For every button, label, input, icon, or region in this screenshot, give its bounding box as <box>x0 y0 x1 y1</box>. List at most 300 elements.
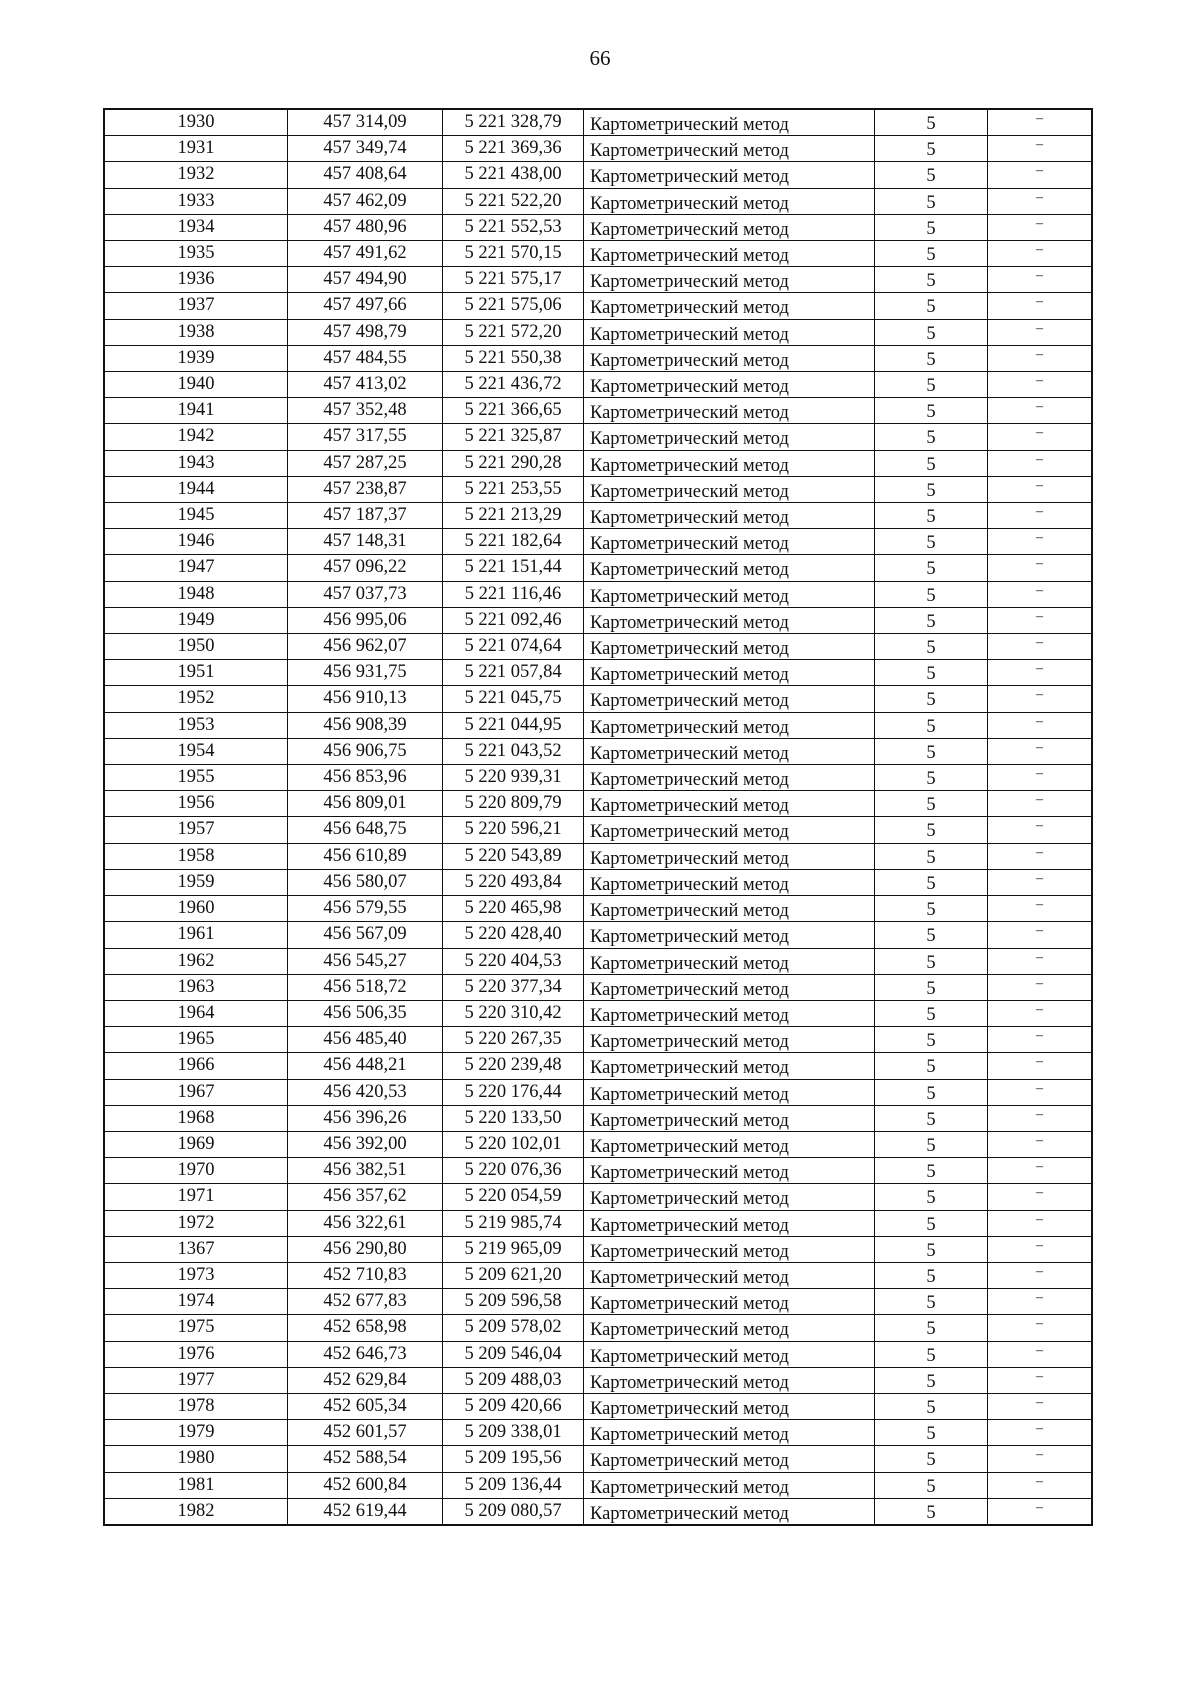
point-number-cell: 1948 <box>104 581 288 607</box>
note-cell <box>988 1420 1093 1446</box>
y-coordinate-cell: 5 220 133,50 <box>443 1105 584 1131</box>
accuracy-text: 5 <box>926 480 936 501</box>
accuracy-cell <box>875 345 988 371</box>
point-number-cell: 1973 <box>104 1262 288 1288</box>
note-text: – <box>1036 897 1043 913</box>
y-coordinate-cell: 5 220 809,79 <box>443 791 584 817</box>
y-coordinate-cell: 5 220 176,44 <box>443 1079 584 1105</box>
x-coordinate-cell: 456 392,00 <box>288 1131 443 1157</box>
note-text: – <box>1036 242 1043 258</box>
point-number-cell: 1949 <box>104 607 288 633</box>
table-row <box>104 136 1092 162</box>
x-coordinate-cell: 457 238,87 <box>288 476 443 502</box>
table-row <box>104 581 1092 607</box>
method-cell <box>584 1341 875 1367</box>
table-row <box>104 607 1092 633</box>
accuracy-cell <box>875 738 988 764</box>
method-text: Картометрический метод <box>590 481 789 502</box>
note-text: – <box>1036 661 1043 677</box>
y-coordinate-cell: 5 221 572,20 <box>443 319 584 345</box>
note-text: – <box>1036 1290 1043 1306</box>
method-cell <box>584 109 875 136</box>
point-number-cell: 1974 <box>104 1289 288 1315</box>
accuracy-cell <box>875 1210 988 1236</box>
accuracy-text: 5 <box>926 1083 936 1104</box>
table-row <box>104 1053 1092 1079</box>
accuracy-text: 5 <box>926 1214 936 1235</box>
method-text: Картометрический метод <box>590 1215 789 1236</box>
accuracy-cell <box>875 503 988 529</box>
y-coordinate-cell: 5 220 054,59 <box>443 1184 584 1210</box>
note-text: – <box>1036 792 1043 808</box>
point-number-cell: 1963 <box>104 974 288 1000</box>
point-number-cell: 1934 <box>104 214 288 240</box>
y-coordinate-cell: 5 220 404,53 <box>443 948 584 974</box>
point-number-cell: 1976 <box>104 1341 288 1367</box>
method-cell <box>584 267 875 293</box>
note-cell <box>988 1053 1093 1079</box>
accuracy-cell <box>875 293 988 319</box>
method-cell <box>584 188 875 214</box>
table-row <box>104 1498 1092 1525</box>
table-row <box>104 1000 1092 1026</box>
method-cell <box>584 1289 875 1315</box>
note-cell <box>988 738 1093 764</box>
x-coordinate-cell: 457 413,02 <box>288 372 443 398</box>
accuracy-text: 5 <box>926 559 936 580</box>
note-text: – <box>1036 1106 1043 1122</box>
method-cell <box>584 896 875 922</box>
x-coordinate-cell: 456 506,35 <box>288 1000 443 1026</box>
x-coordinate-cell: 452 588,54 <box>288 1446 443 1472</box>
accuracy-text: 5 <box>926 585 936 606</box>
method-cell <box>584 1315 875 1341</box>
table-row <box>104 398 1092 424</box>
x-coordinate-cell: 456 357,62 <box>288 1184 443 1210</box>
y-coordinate-cell: 5 209 080,57 <box>443 1498 584 1525</box>
point-number-cell: 1950 <box>104 634 288 660</box>
x-coordinate-cell: 452 658,98 <box>288 1315 443 1341</box>
method-cell <box>584 1000 875 1026</box>
y-coordinate-cell: 5 220 377,34 <box>443 974 584 1000</box>
accuracy-cell <box>875 1158 988 1184</box>
table-row <box>104 476 1092 502</box>
method-cell <box>584 1393 875 1419</box>
y-coordinate-cell: 5 209 136,44 <box>443 1472 584 1498</box>
table-row <box>104 974 1092 1000</box>
x-coordinate-cell: 457 408,64 <box>288 162 443 188</box>
y-coordinate-cell: 5 220 239,48 <box>443 1053 584 1079</box>
accuracy-cell <box>875 1393 988 1419</box>
note-cell <box>988 1105 1093 1131</box>
x-coordinate-cell: 456 648,75 <box>288 817 443 843</box>
point-number-cell: 1954 <box>104 738 288 764</box>
table-row <box>104 555 1092 581</box>
table-row <box>104 1446 1092 1472</box>
method-text: Картометрический метод <box>590 1451 789 1472</box>
accuracy-cell <box>875 319 988 345</box>
y-coordinate-cell: 5 209 578,02 <box>443 1315 584 1341</box>
note-cell <box>988 974 1093 1000</box>
accuracy-text: 5 <box>926 114 936 134</box>
note-cell <box>988 1472 1093 1498</box>
method-text: Картометрический метод <box>590 1320 789 1341</box>
y-coordinate-cell: 5 220 596,21 <box>443 817 584 843</box>
note-cell <box>988 372 1093 398</box>
x-coordinate-cell: 456 579,55 <box>288 896 443 922</box>
y-coordinate-cell: 5 221 328,79 <box>443 109 584 136</box>
method-text: Картометрический метод <box>590 1084 789 1105</box>
accuracy-cell <box>875 1184 988 1210</box>
note-text: – <box>1036 477 1043 493</box>
accuracy-text: 5 <box>926 1057 936 1078</box>
method-cell <box>584 555 875 581</box>
x-coordinate-cell: 456 610,89 <box>288 843 443 869</box>
method-cell <box>584 398 875 424</box>
method-text: Картометрический метод <box>590 901 789 922</box>
x-coordinate-cell: 457 484,55 <box>288 345 443 371</box>
y-coordinate-cell: 5 221 325,87 <box>443 424 584 450</box>
accuracy-text: 5 <box>926 1424 936 1445</box>
note-text: – <box>1036 1473 1043 1489</box>
accuracy-cell <box>875 1420 988 1446</box>
y-coordinate-cell: 5 220 543,89 <box>443 843 584 869</box>
note-text: – <box>1036 163 1043 179</box>
y-coordinate-cell: 5 221 436,72 <box>443 372 584 398</box>
accuracy-cell <box>875 712 988 738</box>
accuracy-text: 5 <box>926 611 936 632</box>
table-row <box>104 529 1092 555</box>
accuracy-text: 5 <box>926 1240 936 1261</box>
note-text: – <box>1036 189 1043 205</box>
x-coordinate-cell: 456 567,09 <box>288 922 443 948</box>
method-text: Картометрический метод <box>590 1294 789 1315</box>
accuracy-text: 5 <box>926 1502 936 1523</box>
method-text: Картометрический метод <box>590 246 789 267</box>
note-cell <box>988 188 1093 214</box>
point-number-cell: 1956 <box>104 791 288 817</box>
y-coordinate-cell: 5 221 151,44 <box>443 555 584 581</box>
method-cell <box>584 1158 875 1184</box>
point-number-cell: 1970 <box>104 1158 288 1184</box>
note-text: – <box>1036 1054 1043 1070</box>
method-text: Картометрический метод <box>590 1189 789 1210</box>
table-row <box>104 1027 1092 1053</box>
method-cell <box>584 1236 875 1262</box>
note-cell <box>988 503 1093 529</box>
accuracy-cell <box>875 843 988 869</box>
x-coordinate-cell: 456 448,21 <box>288 1053 443 1079</box>
accuracy-cell <box>875 241 988 267</box>
method-cell <box>584 476 875 502</box>
point-number-cell: 1980 <box>104 1446 288 1472</box>
method-text: Картометрический метод <box>590 508 789 529</box>
note-text: – <box>1036 268 1043 284</box>
accuracy-text: 5 <box>926 664 936 685</box>
x-coordinate-cell: 457 148,31 <box>288 529 443 555</box>
note-cell <box>988 1367 1093 1393</box>
x-coordinate-cell: 457 480,96 <box>288 214 443 240</box>
method-cell <box>584 660 875 686</box>
accuracy-text: 5 <box>926 297 936 318</box>
method-cell <box>584 1105 875 1131</box>
accuracy-cell <box>875 1289 988 1315</box>
y-coordinate-cell: 5 219 965,09 <box>443 1236 584 1262</box>
y-coordinate-cell: 5 221 290,28 <box>443 450 584 476</box>
x-coordinate-cell: 457 096,22 <box>288 555 443 581</box>
point-number-cell: 1966 <box>104 1053 288 1079</box>
accuracy-cell <box>875 214 988 240</box>
note-cell <box>988 109 1093 136</box>
accuracy-text: 5 <box>926 1109 936 1130</box>
method-text: Картометрический метод <box>590 403 789 424</box>
method-cell <box>584 738 875 764</box>
note-text: – <box>1036 1447 1043 1463</box>
y-coordinate-cell: 5 221 550,38 <box>443 345 584 371</box>
table-row <box>104 1315 1092 1341</box>
x-coordinate-cell: 456 545,27 <box>288 948 443 974</box>
method-text: Картометрический метод <box>590 455 789 476</box>
accuracy-text: 5 <box>926 349 936 370</box>
note-cell <box>988 1184 1093 1210</box>
point-number-cell: 1958 <box>104 843 288 869</box>
y-coordinate-cell: 5 220 267,35 <box>443 1027 584 1053</box>
point-number-cell: 1937 <box>104 293 288 319</box>
method-text: Картометрический метод <box>590 167 789 188</box>
note-cell <box>988 1446 1093 1472</box>
accuracy-cell <box>875 1367 988 1393</box>
y-coordinate-cell: 5 220 493,84 <box>443 869 584 895</box>
x-coordinate-cell: 452 605,34 <box>288 1393 443 1419</box>
method-cell <box>584 948 875 974</box>
method-cell <box>584 634 875 660</box>
accuracy-text: 5 <box>926 769 936 790</box>
x-coordinate-cell: 457 497,66 <box>288 293 443 319</box>
method-cell <box>584 1210 875 1236</box>
note-text: – <box>1036 1421 1043 1437</box>
x-coordinate-cell: 457 352,48 <box>288 398 443 424</box>
note-cell <box>988 843 1093 869</box>
note-cell <box>988 817 1093 843</box>
note-cell <box>988 214 1093 240</box>
accuracy-cell <box>875 267 988 293</box>
accuracy-cell <box>875 555 988 581</box>
method-cell <box>584 974 875 1000</box>
method-text: Картометрический метод <box>590 1346 789 1367</box>
note-cell <box>988 1393 1093 1419</box>
note-cell <box>988 791 1093 817</box>
note-text: – <box>1036 687 1043 703</box>
x-coordinate-cell: 456 396,26 <box>288 1105 443 1131</box>
accuracy-text: 5 <box>926 271 936 292</box>
method-cell <box>584 1498 875 1525</box>
method-cell <box>584 791 875 817</box>
point-number-cell: 1941 <box>104 398 288 424</box>
note-cell <box>988 345 1093 371</box>
y-coordinate-cell: 5 221 116,46 <box>443 581 584 607</box>
note-text: – <box>1036 1185 1043 1201</box>
method-text: Картометрический метод <box>590 298 789 319</box>
accuracy-text: 5 <box>926 1188 936 1209</box>
x-coordinate-cell: 456 853,96 <box>288 765 443 791</box>
method-cell <box>584 503 875 529</box>
table-row <box>104 1236 1092 1262</box>
method-text: Картометрический метод <box>590 796 789 817</box>
method-text: Картометрический метод <box>590 1267 789 1288</box>
method-text: Картометрический метод <box>590 1372 789 1393</box>
accuracy-text: 5 <box>926 454 936 475</box>
x-coordinate-cell: 456 809,01 <box>288 791 443 817</box>
x-coordinate-cell: 457 491,62 <box>288 241 443 267</box>
note-text: – <box>1036 1342 1043 1358</box>
point-number-cell: 1932 <box>104 162 288 188</box>
method-text: Картометрический метод <box>590 1032 789 1053</box>
method-text: Картометрический метод <box>590 717 789 738</box>
y-coordinate-cell: 5 221 570,15 <box>443 241 584 267</box>
point-number-cell: 1979 <box>104 1420 288 1446</box>
table-row <box>104 1158 1092 1184</box>
note-text: – <box>1036 818 1043 834</box>
note-text: – <box>1036 215 1043 231</box>
table-row <box>104 817 1092 843</box>
table-row <box>104 293 1092 319</box>
note-cell <box>988 896 1093 922</box>
point-number-cell: 1935 <box>104 241 288 267</box>
note-text: – <box>1036 870 1043 886</box>
x-coordinate-cell: 452 629,84 <box>288 1367 443 1393</box>
accuracy-text: 5 <box>926 1135 936 1156</box>
note-cell <box>988 1131 1093 1157</box>
table-row <box>104 241 1092 267</box>
method-text: Картометрический метод <box>590 1110 789 1131</box>
note-cell <box>988 1210 1093 1236</box>
method-text: Картометрический метод <box>590 1398 789 1419</box>
note-cell <box>988 634 1093 660</box>
table-row <box>104 1210 1092 1236</box>
accuracy-cell <box>875 162 988 188</box>
point-number-cell: 1968 <box>104 1105 288 1131</box>
note-cell <box>988 1315 1093 1341</box>
method-cell <box>584 607 875 633</box>
table-row <box>104 162 1092 188</box>
method-cell <box>584 1027 875 1053</box>
y-coordinate-cell: 5 209 195,56 <box>443 1446 584 1472</box>
y-coordinate-cell: 5 221 074,64 <box>443 634 584 660</box>
point-number-cell: 1945 <box>104 503 288 529</box>
table-row <box>104 1472 1092 1498</box>
note-cell <box>988 607 1093 633</box>
method-text: Картометрический метод <box>590 874 789 895</box>
note-text: – <box>1036 975 1043 991</box>
x-coordinate-cell: 457 462,09 <box>288 188 443 214</box>
note-text: – <box>1036 373 1043 389</box>
method-text: Картометрический метод <box>590 586 789 607</box>
table-row <box>104 896 1092 922</box>
note-text: – <box>1036 530 1043 546</box>
point-number-cell: 1965 <box>104 1027 288 1053</box>
method-text: Картометрический метод <box>590 193 789 214</box>
table-row <box>104 1079 1092 1105</box>
point-number-cell: 1947 <box>104 555 288 581</box>
table-row <box>104 109 1092 136</box>
accuracy-text: 5 <box>926 847 936 868</box>
y-coordinate-cell: 5 221 213,29 <box>443 503 584 529</box>
method-cell <box>584 1079 875 1105</box>
accuracy-cell <box>875 1341 988 1367</box>
y-coordinate-cell: 5 220 465,98 <box>443 896 584 922</box>
table-row <box>104 1341 1092 1367</box>
table-row <box>104 660 1092 686</box>
x-coordinate-cell: 456 580,07 <box>288 869 443 895</box>
point-number-cell: 1940 <box>104 372 288 398</box>
point-number-cell: 1944 <box>104 476 288 502</box>
note-text: – <box>1036 294 1043 310</box>
accuracy-text: 5 <box>926 1319 936 1340</box>
point-number-cell: 1936 <box>104 267 288 293</box>
method-text: Картометрический метод <box>590 979 789 1000</box>
accuracy-cell <box>875 424 988 450</box>
method-text: Картометрический метод <box>590 324 789 345</box>
x-coordinate-cell: 452 601,57 <box>288 1420 443 1446</box>
y-coordinate-cell: 5 221 522,20 <box>443 188 584 214</box>
note-text: – <box>1036 949 1043 965</box>
point-number-cell: 1955 <box>104 765 288 791</box>
x-coordinate-cell: 457 037,73 <box>288 581 443 607</box>
accuracy-text: 5 <box>926 140 936 161</box>
method-text: Картометрический метод <box>590 1163 789 1184</box>
point-number-cell: 1972 <box>104 1210 288 1236</box>
note-cell <box>988 948 1093 974</box>
note-cell <box>988 765 1093 791</box>
accuracy-cell <box>875 1315 988 1341</box>
x-coordinate-cell: 457 349,74 <box>288 136 443 162</box>
method-cell <box>584 869 875 895</box>
accuracy-cell <box>875 1472 988 1498</box>
note-text: – <box>1036 739 1043 755</box>
accuracy-text: 5 <box>926 428 936 449</box>
note-text: – <box>1036 451 1043 467</box>
note-text: – <box>1036 923 1043 939</box>
method-text: Картометрический метод <box>590 927 789 948</box>
y-coordinate-cell: 5 221 575,17 <box>443 267 584 293</box>
accuracy-text: 5 <box>926 900 936 921</box>
y-coordinate-cell: 5 209 546,04 <box>443 1341 584 1367</box>
y-coordinate-cell: 5 221 043,52 <box>443 738 584 764</box>
x-coordinate-cell: 456 382,51 <box>288 1158 443 1184</box>
note-text: – <box>1036 1132 1043 1148</box>
accuracy-cell <box>875 1105 988 1131</box>
method-cell <box>584 922 875 948</box>
accuracy-text: 5 <box>926 926 936 947</box>
point-number-cell: 1938 <box>104 319 288 345</box>
note-text: – <box>1036 608 1043 624</box>
y-coordinate-cell: 5 220 428,40 <box>443 922 584 948</box>
method-cell <box>584 1131 875 1157</box>
accuracy-cell <box>875 974 988 1000</box>
note-cell <box>988 555 1093 581</box>
x-coordinate-cell: 452 710,83 <box>288 1262 443 1288</box>
y-coordinate-cell: 5 221 092,46 <box>443 607 584 633</box>
accuracy-cell <box>875 188 988 214</box>
note-cell <box>988 424 1093 450</box>
method-text: Картометрический метод <box>590 350 789 371</box>
accuracy-cell <box>875 450 988 476</box>
note-text: – <box>1036 844 1043 860</box>
table-row <box>104 424 1092 450</box>
accuracy-text: 5 <box>926 1293 936 1314</box>
method-text: Картометрический метод <box>590 639 789 660</box>
y-coordinate-cell: 5 209 621,20 <box>443 1262 584 1288</box>
